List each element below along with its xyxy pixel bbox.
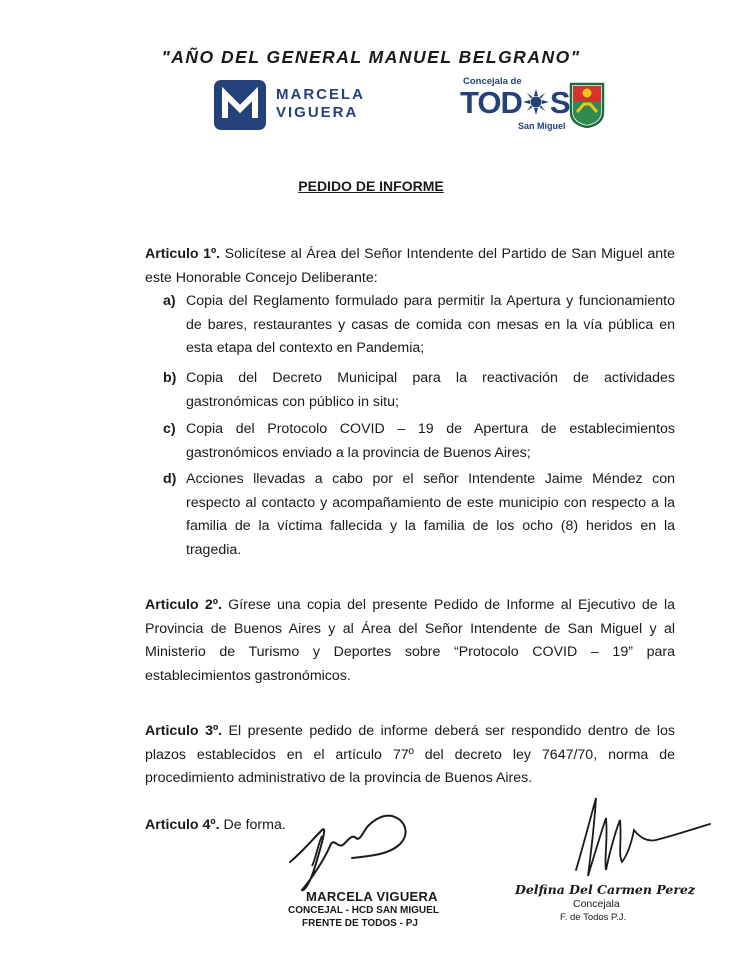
signature-right-role: Concejala	[573, 898, 620, 910]
list-item: c) Copia del Protocolo COVID – 19 de Apertura de establecimientos gastronómicos enviado a la provincia de Buenos Aires;	[163, 421, 675, 461]
todos-logo-bottom: San Miguel	[518, 121, 566, 131]
article-4-text: De forma.	[219, 817, 286, 833]
signature-right-scribble	[560, 790, 720, 885]
article-2	[145, 594, 675, 688]
article-3	[145, 720, 675, 791]
signature-right-org: F. de Todos P.J.	[560, 912, 627, 923]
signature-left-name: MARCELA VIGUERA	[306, 889, 438, 904]
signature-left-scribble	[282, 800, 422, 895]
todos-logo-word: TOD S	[460, 85, 570, 120]
page-title: PEDIDO DE INFORME	[298, 178, 444, 194]
list-item: b) Copia del Decreto Municipal para la reactivación de actividades gastronómicas con público in situ;	[163, 370, 675, 410]
article-3-text: El presente pedido de informe deberá ser respondido dentro de los plazos establecidos en el artículo 77º del decreto ley 7647/70, norma de procedimiento administrativo de la provincia de Buenos Aires.	[145, 723, 675, 787]
article-1-heading: Articulo 1º.	[145, 246, 221, 262]
sun-icon	[523, 88, 549, 114]
article-1-text: Solicítese al Área del Señor Intendente del Partido de San Miguel ante este Honorable Concejo Deliberante:	[145, 246, 675, 286]
article-2-text: Gírese una copia del presente Pedido de Informe al Ejecutivo de la Provincia de Buenos Aires y al Área del Señor Intendente de San Miguel y al Ministerio de Turismo y Deportes sobre “Protocolo COVID – 19” para establecimientos gastronómicos.	[145, 597, 675, 684]
todos-logo	[460, 76, 620, 136]
article-1	[145, 243, 675, 290]
list-item: a) Copia del Reglamento formulado para permitir la Apertura y funcionamiento de bares, restaurantes y casas de comida con mesas en la vía pública en esta etapa del contexto en Pandemia;	[163, 293, 675, 357]
list-item: d) Acciones llevadas a cabo por el señor Intendente Jaime Méndez con respecto al contacto y acompañamiento de este municipio con respecto a la familia de la víctima fallecida y la familia de los ocho (8) heridos en la tragedia.	[163, 471, 675, 558]
article-3-heading: Articulo 3º.	[145, 723, 223, 739]
article-2-heading: Articulo 2º.	[145, 597, 222, 613]
peronist-shield-icon	[568, 82, 606, 128]
signature-left-role: CONCEJAL - HCD SAN MIGUEL	[288, 905, 439, 916]
article-4-heading: Articulo 4º.	[145, 817, 220, 833]
logo-name: MARCELA VIGUERA	[276, 86, 365, 121]
m-logo-icon	[214, 80, 266, 130]
signature-right-name: Delfina Del Carmen Perez	[515, 882, 695, 897]
year-motto: "AÑO DEL GENERAL MANUEL BELGRANO"	[161, 47, 581, 67]
signature-left-front: FRENTE DE TODOS - PJ	[302, 918, 418, 929]
todos-logo-top: Concejala de	[463, 76, 522, 87]
